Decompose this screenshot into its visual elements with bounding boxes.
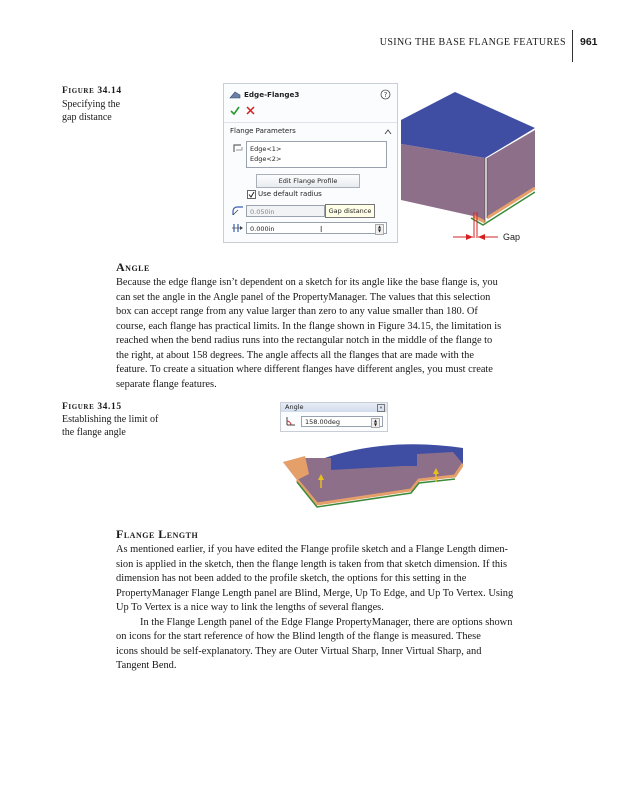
flange-length-paragraph-2 xyxy=(116,616,574,674)
figure-34-14-label: Figure 34.14 xyxy=(62,86,122,96)
angle-panel xyxy=(280,402,388,432)
checkmark-icon xyxy=(248,191,255,198)
flange-length-paragraph-1 xyxy=(116,543,574,616)
x-icon[interactable] xyxy=(246,106,255,115)
angle-icon xyxy=(286,416,296,426)
checkmark-icon[interactable] xyxy=(230,106,240,115)
caption-line: Establishing the limit of xyxy=(62,414,159,425)
page-number: 961 xyxy=(580,36,598,48)
text-line: on icons for the start reference of how the Blind length of the flange is measured. These xyxy=(116,631,481,642)
angle-panel-title: Angle xyxy=(285,403,304,411)
text-line: separate flange features. xyxy=(116,378,217,390)
use-default-radius-label: Use default radius xyxy=(258,190,322,198)
header-divider xyxy=(572,30,573,62)
text-line: Tangent Bend. xyxy=(116,660,177,671)
angle-field[interactable] xyxy=(301,416,383,427)
angle-value: 158.00deg xyxy=(305,418,340,426)
spinner-icon[interactable]: ▲ ▼ xyxy=(375,224,384,235)
gap-distance-icon xyxy=(231,222,244,234)
list-item[interactable]: Edge<2> xyxy=(250,155,282,163)
gap-model-illustration xyxy=(401,92,535,252)
text-line: As mentioned earlier, if you have edited the Flange profile sketch and a Flange Length dimen- xyxy=(116,544,508,555)
text-line: feature. To create a situation where different flanges have different angles, you must create xyxy=(116,364,493,375)
text-line: can set the angle in the Angle panel of the PropertyManager. The values that this selection xyxy=(116,291,491,303)
text-line: dimension has not been added to the profile sketch, the options for this setting in the xyxy=(116,573,467,584)
arrow-head-icon xyxy=(466,234,473,240)
use-default-radius-checkbox[interactable] xyxy=(247,190,256,199)
section-heading-flange-length: Flange Length xyxy=(116,527,199,541)
text-line: icons should be self-explanatory. They are Outer Virtual Sharp, Inner Virtual Sharp, and xyxy=(116,645,482,657)
panel-title: Edge-Flange3 xyxy=(244,90,300,99)
edge-flange-icon xyxy=(229,90,241,100)
help-icon[interactable] xyxy=(380,89,391,100)
angle-paragraph xyxy=(116,276,574,392)
edges-selection-box[interactable] xyxy=(246,141,387,168)
edge-flange-property-manager xyxy=(223,83,398,243)
gap-distance-field[interactable] xyxy=(246,222,387,234)
text-cursor-icon: I xyxy=(320,225,323,234)
text-line: course, each flange has practical limits. In the flange shown in Figure 34.15, the limitation is xyxy=(116,320,502,332)
bend-radius-field[interactable]: 0.050in xyxy=(246,205,325,217)
svg-text:?: ? xyxy=(383,91,388,99)
arrow-head-icon xyxy=(478,234,485,240)
text-line: the right, at about 158 degrees. The angle affects all the flanges that are made with the xyxy=(116,349,474,361)
figure-34-14-caption xyxy=(62,98,172,124)
angle-model-illustration xyxy=(283,440,463,514)
text-line: sion is applied in the sketch, then the flange length is taken from that sketch dimension. If this xyxy=(116,558,508,570)
text-line: PropertyManager Flange Length panel are Blind, Merge, Up To Edge, and Up To Vertex. Using xyxy=(116,587,514,599)
edge-select-icon xyxy=(232,142,244,154)
edit-flange-profile-button[interactable]: Edit Flange Profile xyxy=(256,174,360,188)
caption-line: Specifying the xyxy=(62,99,121,110)
section-divider xyxy=(224,122,397,123)
spinner-icon[interactable]: ▲ ▼ xyxy=(371,418,380,428)
gap-label: Gap xyxy=(503,232,521,242)
gap-distance-tooltip: Gap distance xyxy=(325,204,375,218)
caption-line: the flange angle xyxy=(62,427,126,438)
text-line: box can accept range from any value larger than zero to any value smaller than 180. Of xyxy=(116,306,478,317)
text-line: reached when the bend radius runs into the rectangular notch in the middle of the flange to xyxy=(116,335,493,346)
figure-34-15-label: Figure 34.15 xyxy=(62,402,122,412)
text-line: Up To Vertex is a nice way to link the lengths of several flanges. xyxy=(116,602,384,613)
caption-line: gap distance xyxy=(62,112,112,123)
section-heading-angle: Angle xyxy=(116,260,150,274)
chevron-up-icon[interactable] xyxy=(384,129,392,135)
text-line: In the Flange Length panel of the Edge Flange PropertyManager, there are options shown xyxy=(140,616,513,628)
flange-parameters-header[interactable]: Flange Parameters xyxy=(230,127,296,135)
collapse-icon[interactable]: « xyxy=(377,404,385,412)
running-header-title: USING THE BASE FLANGE FEATURES xyxy=(379,37,566,48)
bend-radius-icon xyxy=(231,205,244,216)
gap-distance-value: 0.000in xyxy=(250,225,275,233)
text-line: Because the edge flange isn’t dependent on a sketch for its angle like the base flange is, you xyxy=(116,277,498,288)
figure-34-15-caption xyxy=(62,413,202,439)
list-item[interactable]: Edge<1> xyxy=(250,145,282,153)
